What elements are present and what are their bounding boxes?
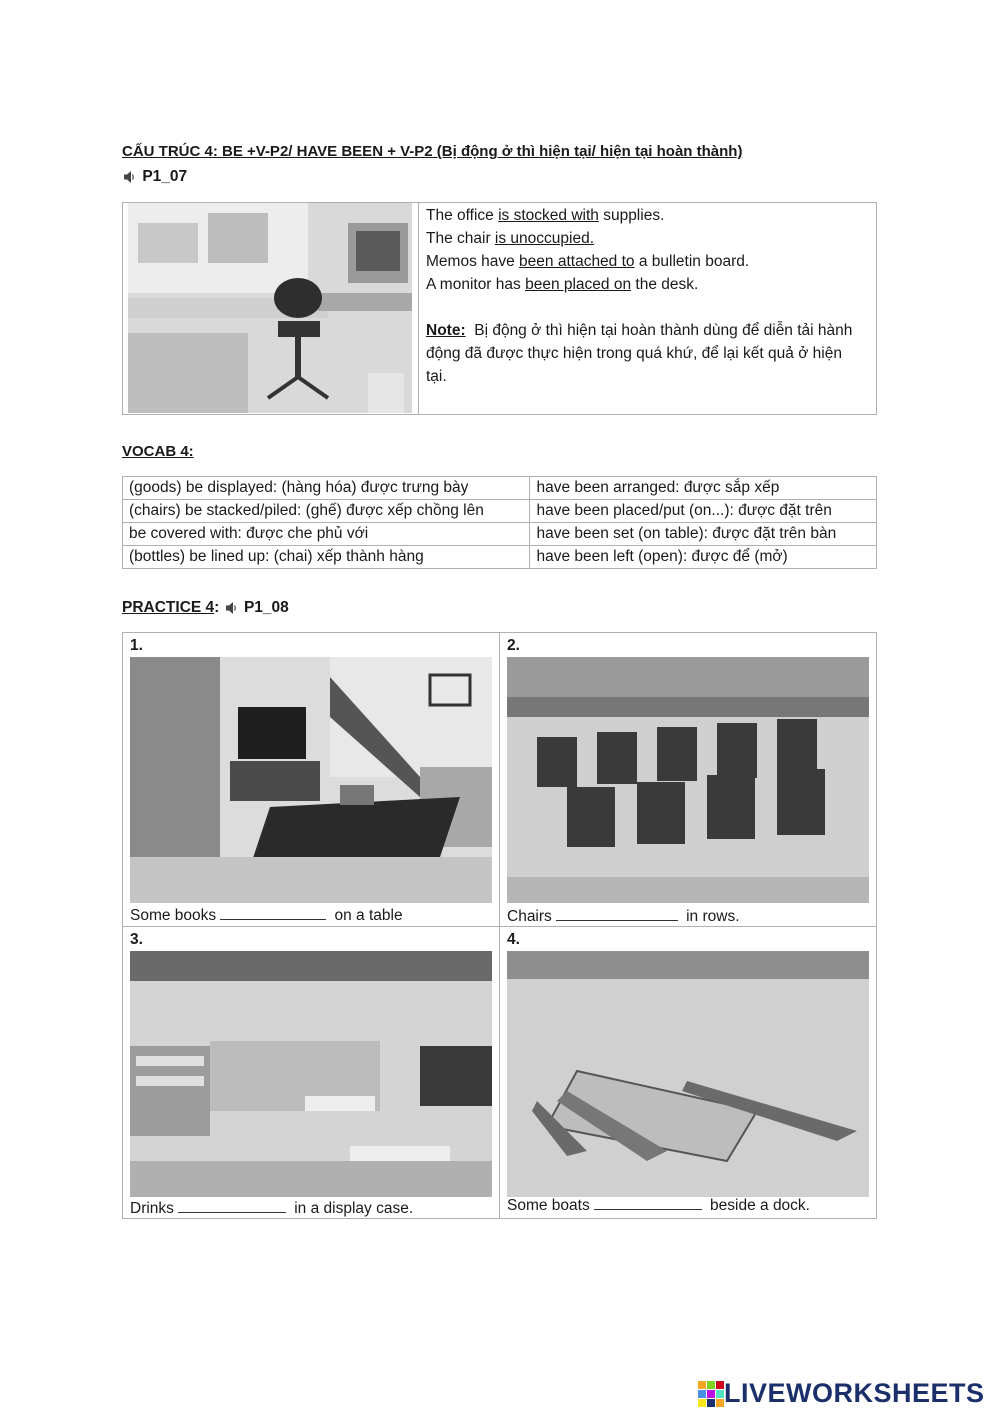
practice-item-4 bbox=[500, 927, 876, 1218]
note-text: Bị động ở thì hiện tại hoàn thành dùng để diễn tải hành động đã được thực hiện trong quá khứ, để lại kết quả ở hiện tại. bbox=[426, 322, 853, 385]
intro-box bbox=[122, 202, 877, 415]
vocab-cell: be covered with: được che phủ với bbox=[123, 523, 530, 546]
boats-dock-photo bbox=[507, 951, 869, 1197]
practice-caption: Some books on a table bbox=[130, 907, 403, 924]
practice-number: 2. bbox=[507, 637, 520, 654]
practice-caption: Chairs in rows. bbox=[507, 908, 740, 925]
vocab-cell: have been placed/put (on...): được đặt trên bbox=[530, 500, 877, 523]
vocab-table bbox=[122, 476, 877, 569]
office-photo-cell bbox=[123, 203, 419, 414]
vocab-cell: (goods) be displayed: (hàng hóa) được trưng bày bbox=[123, 477, 530, 500]
intro-text bbox=[426, 204, 866, 388]
practice-grid bbox=[122, 632, 877, 1219]
practice-heading bbox=[122, 599, 289, 617]
vocab-title: VOCAB 4: bbox=[122, 443, 194, 460]
vocab-cell: have been set (on table): được đặt trên bàn bbox=[530, 523, 877, 546]
speaker-icon bbox=[122, 169, 138, 185]
intro-line-3: Memos have been attached to a bulletin board. bbox=[426, 253, 750, 270]
folding-chairs-photo bbox=[507, 657, 869, 903]
vocab-row bbox=[123, 546, 877, 569]
office-photo bbox=[128, 203, 412, 413]
practice-item-2 bbox=[500, 633, 876, 927]
note-label: Note: bbox=[426, 322, 466, 339]
audio-label-text: P1_07 bbox=[142, 168, 188, 185]
vocab-cell: (bottles) be lined up: (chai) xếp thành hàng bbox=[123, 546, 530, 569]
vocab-row bbox=[123, 500, 877, 523]
living-room-photo bbox=[130, 657, 492, 903]
vocab-cell: (chairs) be stacked/piled: (ghế) được xếp chồng lên bbox=[123, 500, 530, 523]
practice-colon: : bbox=[214, 599, 220, 616]
vocab-row bbox=[123, 477, 877, 500]
practice-number: 3. bbox=[130, 931, 143, 948]
practice-item-1 bbox=[123, 633, 500, 927]
practice-caption: Some boats beside a dock. bbox=[507, 1197, 810, 1214]
practice-number: 1. bbox=[130, 637, 143, 654]
cafe-photo bbox=[130, 951, 492, 1197]
audio-label-p1-08[interactable]: P1_08 bbox=[243, 599, 289, 616]
intro-line-1: The office is stocked with supplies. bbox=[426, 207, 665, 224]
answer-blank[interactable] bbox=[556, 906, 678, 921]
answer-blank[interactable] bbox=[178, 1198, 286, 1213]
practice-number: 4. bbox=[507, 931, 520, 948]
section-title: CẤU TRÚC 4: BE +V-P2/ HAVE BEEN + V-P2 (Bị động ở thì hiện tại/ hiện tại hoàn thành) bbox=[122, 143, 743, 160]
intro-line-2: The chair is unoccupied. bbox=[426, 230, 595, 247]
practice-item-3 bbox=[123, 927, 500, 1218]
intro-line-4: A monitor has been placed on the desk. bbox=[426, 276, 699, 293]
answer-blank[interactable] bbox=[220, 905, 326, 920]
speaker-icon[interactable] bbox=[224, 600, 240, 616]
liveworksheets-logo-text: LIVEWORKSHEETS bbox=[724, 1378, 985, 1408]
audio-label-p1-07[interactable] bbox=[122, 168, 187, 186]
vocab-cell: have been left (open): được để (mở) bbox=[530, 546, 877, 569]
practice-caption: Drinks in a display case. bbox=[130, 1200, 414, 1217]
liveworksheets-logo-icon bbox=[698, 1379, 724, 1409]
vocab-row bbox=[123, 523, 877, 546]
liveworksheets-logo[interactable] bbox=[698, 1378, 985, 1409]
answer-blank[interactable] bbox=[594, 1195, 702, 1210]
intro-note bbox=[426, 319, 866, 388]
vocab-cell: have been arranged: được sắp xếp bbox=[530, 477, 877, 500]
practice-title: PRACTICE 4 bbox=[122, 599, 215, 616]
